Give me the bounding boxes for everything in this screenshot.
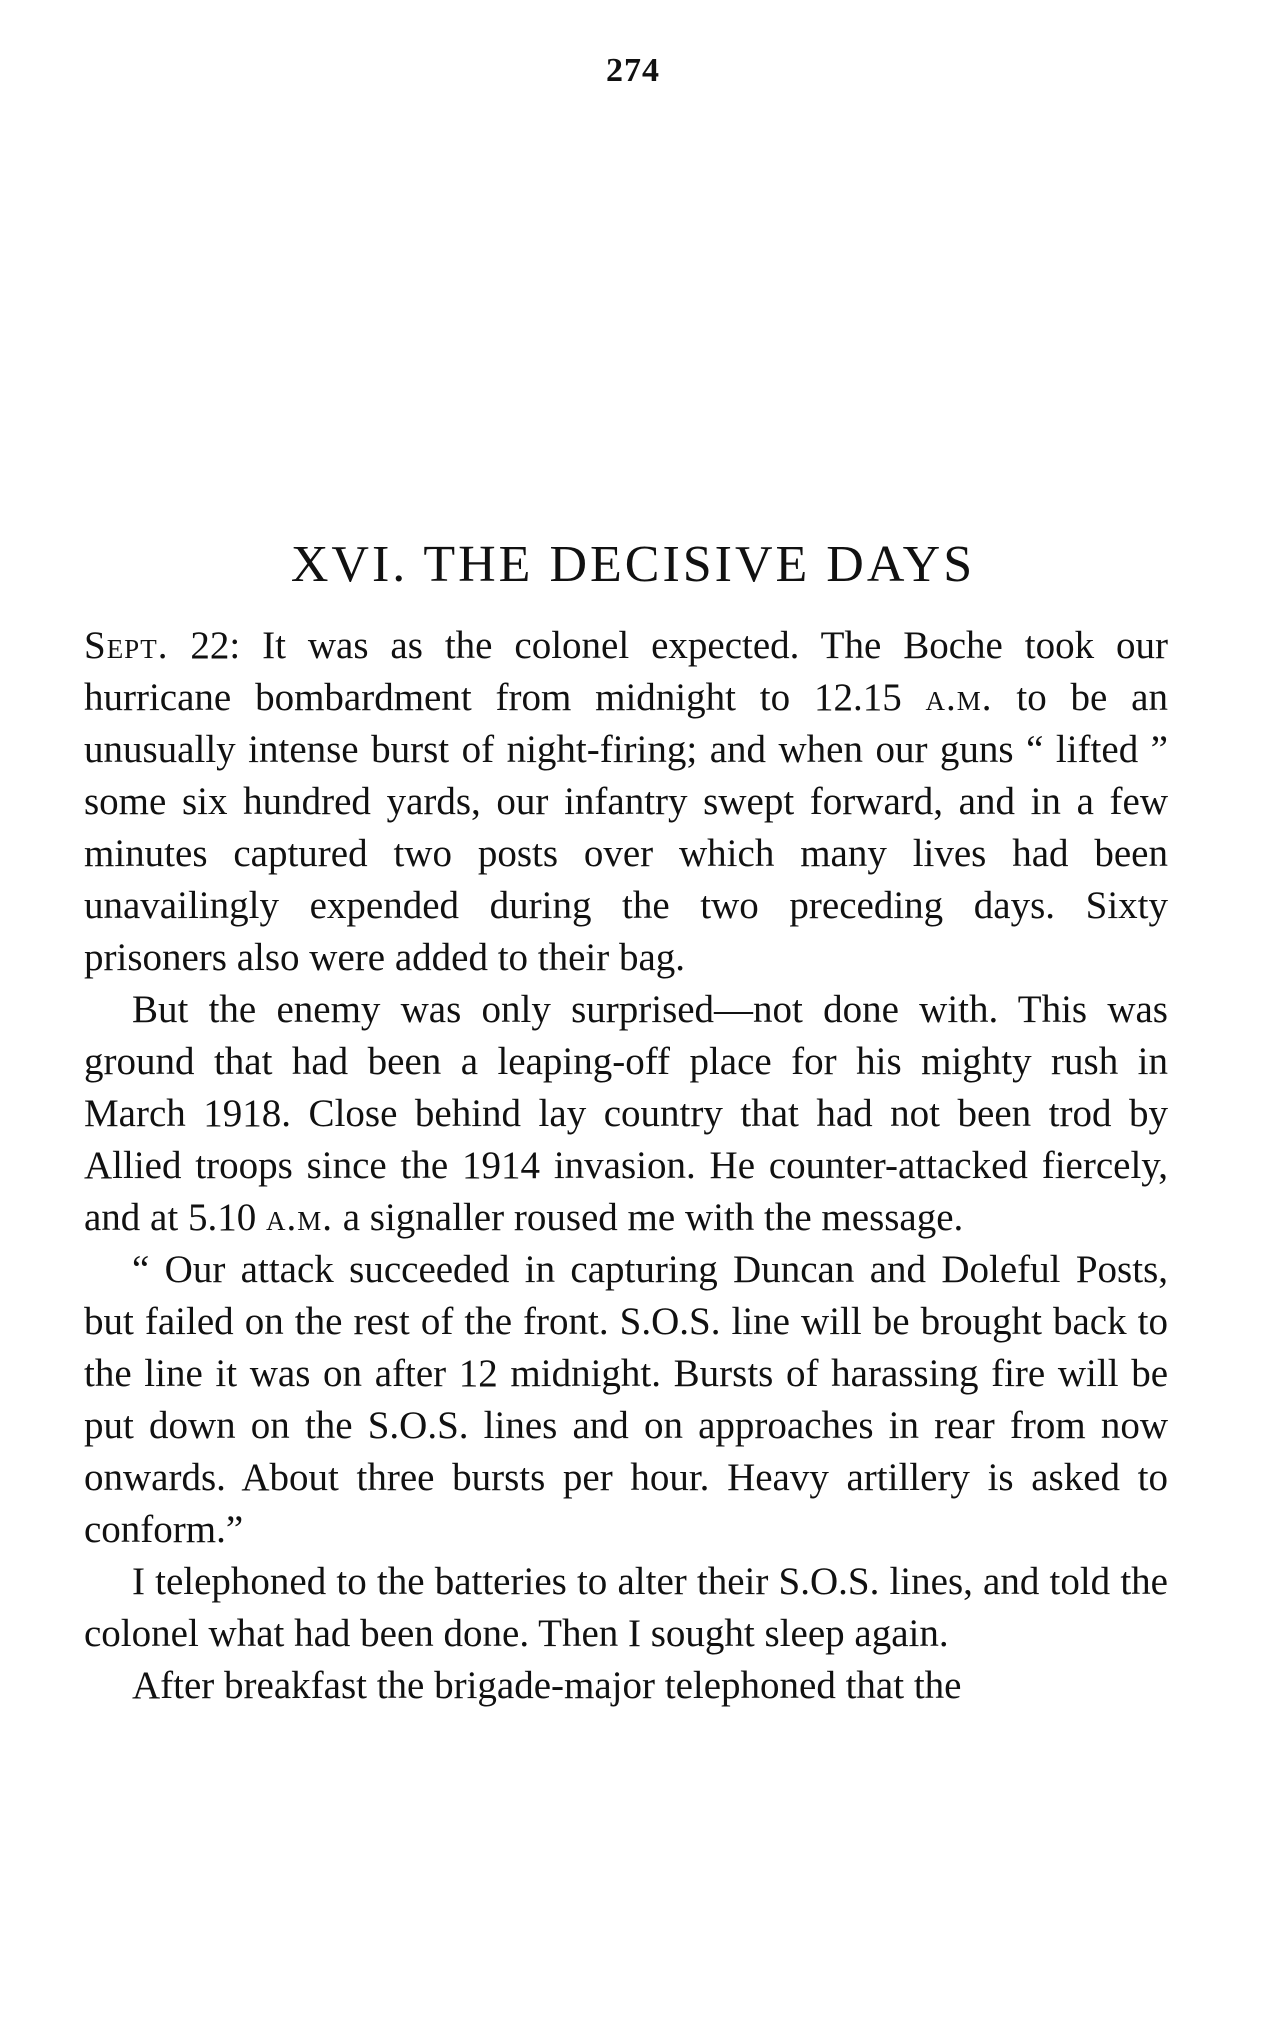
body-text xyxy=(84,620,1168,1712)
time-abbrev: a.m. xyxy=(925,676,993,719)
paragraph-5: After breakfast the brigade-major telephoned that the xyxy=(132,1664,962,1707)
chapter-title: XVI. THE DECISIVE DAYS xyxy=(290,535,976,593)
date-lead: Sept. xyxy=(84,624,169,667)
paragraph-1-text-a: 22: It was as the colonel expected. The Boche took our hurricane bombardment from midnight to 12.15 xyxy=(84,624,1168,719)
paragraph-2 xyxy=(84,984,1168,1244)
paragraph-2-text-b: a signaller roused me with the message. xyxy=(332,1196,964,1239)
paragraph-4: I telephoned to the batteries to alter their S.O.S. lines, and told the colonel what had been done. Then I sought sleep again. xyxy=(84,1560,1168,1655)
time-abbrev: a.m. xyxy=(265,1196,333,1239)
paragraph-2-text-a: But the enemy was only surprised—not done with. This was ground that had been a leaping-off place for his mighty rush in March 1918. Close behind lay country that had not been trod by Allied troops since the 1914 invasion. He counter-attacked fiercely, and at 5.10 xyxy=(84,988,1168,1239)
paragraph-1 xyxy=(84,620,1168,984)
page-number: 274 xyxy=(606,52,660,89)
paragraph-1-text-b: to be an unusually intense burst of night-firing; and when our guns “ lifted ” some six hundred yards, our infantry swept forward, and in a few minutes captured two posts over which many lives had been unavailingly expended during the two preceding days. Sixty prisoners also were added to their bag. xyxy=(84,676,1168,979)
paragraph-3-message: “ Our attack succeeded in capturing Duncan and Doleful Posts, but failed on the rest of the front. S.O.S. line will be brought back to the line it was on after 12 midnight. Bursts of harassing fire will be put down on the S.O.S. lines and on approaches in rear from now onwards. About three bursts per hour. Heavy artillery is asked to conform.” xyxy=(84,1248,1168,1551)
